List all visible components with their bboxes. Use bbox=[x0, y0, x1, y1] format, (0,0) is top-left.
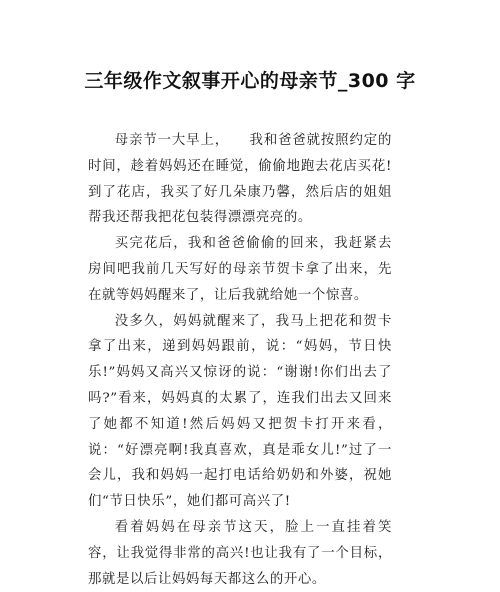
paragraph-1: 母亲节一大早上， 我和爸爸就按照约定的时间，趁着妈妈还在睡觉，偷偷地跑去花店买花!到了花店，我买了好几朵康乃馨，然后店的姐姐帮我还帮我把花包装得漂漂亮亮的。 bbox=[88, 133, 392, 226]
document-body bbox=[88, 128, 392, 592]
document-title: 三年级作文叙事开心的母亲节_300 字 bbox=[84, 70, 416, 92]
paragraph-4: 看着妈妈在母亲节这天，脸上一直挂着笑容，让我觉得非常的高兴!也让我有了一个目标，那就是以后让妈妈每天都这么的开心。 bbox=[88, 519, 392, 587]
paragraph-3: 没多久，妈妈就醒来了，我马上把花和贺卡拿了出来，递到妈妈跟前，说：“妈妈，节日快乐!”妈妈又高兴又惊讶的说：“谢谢!你们出去了吗?”看来，妈妈真的太累了，连我们出去又回来了她都不知道!然后妈妈又把贺卡打开来看，说：“好漂亮啊!我真喜欢，真是乖女儿!”过了一会儿，我和妈妈一起打电话给奶奶和外婆，祝她们“节日快乐”，她们都可高兴了! bbox=[88, 313, 392, 510]
paragraph-2: 买完花后，我和爸爸偷偷的回来，我赶紧去房间吧我前几天写好的母亲节贺卡拿了出来，先在就等妈妈醒来了，让后我就给她一个惊喜。 bbox=[88, 236, 392, 303]
